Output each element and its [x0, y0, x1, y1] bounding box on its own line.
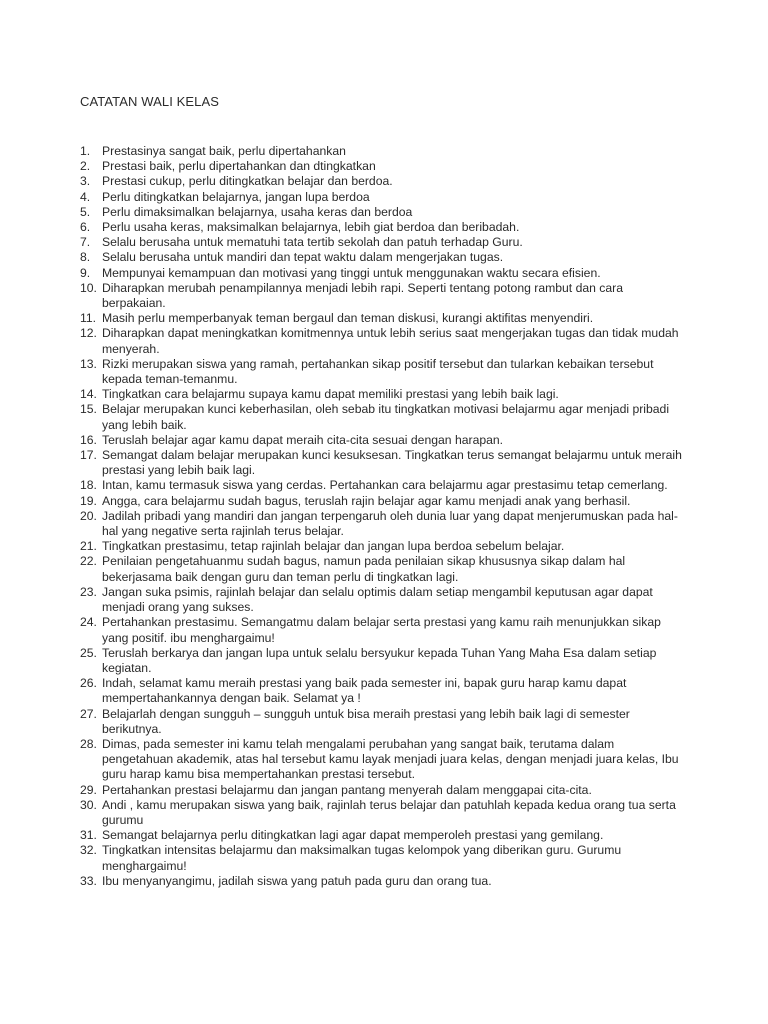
list-item-number: 16. — [80, 432, 97, 447]
list-item-number: 19. — [80, 493, 97, 508]
list-item — [80, 205, 684, 220]
list-item-text: Semangat dalam belajar merupakan kunci kesuksesan. Tingkatkan terus semangat belajarmu untuk meraih prestasi yang lebih baik lagi. — [102, 448, 682, 478]
list-item-text: Prestasi cukup, perlu ditingkatkan belajar dan berdoa. — [102, 174, 393, 189]
list-item-text: Pertahankan prestasi belajarmu dan jangan pantang menyerah dalam menggapai cita-cita. — [102, 782, 592, 797]
list-item — [80, 554, 684, 584]
list-item-text: Selalu berusaha untuk mematuhi tata tertib sekolah dan patuh terhadap Guru. — [102, 235, 523, 250]
list-item-text: Tingkatkan cara belajarmu supaya kamu dapat memiliki prestasi yang lebih baik lagi. — [102, 387, 559, 402]
list-item — [80, 798, 684, 828]
page-title: CATATAN WALI KELAS — [80, 94, 220, 109]
list-item-number: 33. — [80, 873, 97, 888]
list-item — [80, 433, 684, 448]
list-item — [80, 174, 684, 189]
list-item-number: 7. — [80, 235, 91, 250]
list-item — [80, 539, 684, 554]
notes-list — [80, 144, 684, 889]
list-item-number: 4. — [80, 189, 91, 204]
list-item-number: 30. — [80, 797, 97, 812]
list-item-text: Belajar merupakan kunci keberhasilan, oleh sebab itu tingkatkan motivasi belajarmu agar menjadi pribadi yang lebih baik. — [102, 402, 670, 432]
list-item — [80, 235, 684, 250]
list-item — [80, 737, 684, 783]
list-item-number: 3. — [80, 174, 91, 189]
list-item — [80, 220, 684, 235]
list-item-number: 32. — [80, 843, 97, 858]
list-item-text: Prestasinya sangat baik, perlu dipertahankan — [102, 144, 346, 158]
list-item-text: Perlu ditingkatkan belajarnya, jangan lupa berdoa — [102, 189, 370, 204]
list-item-number: 8. — [80, 250, 91, 265]
list-item-number: 25. — [80, 645, 97, 660]
list-item — [80, 448, 684, 478]
list-item-text: Jangan suka psimis, rajinlah belajar dan selalu optimis dalam setiap mengambil keputusan agar dapat menjadi orang yang sukses. — [102, 584, 653, 615]
list-item-number: 14. — [80, 387, 97, 402]
list-item-text: Prestasi baik, perlu dipertahankan dan dtingkatkan — [102, 159, 376, 174]
list-item-text: Tingkatkan prestasimu, tetap rajinlah belajar dan jangan lupa berdoa sebelum belajar. — [102, 539, 565, 554]
list-item — [80, 707, 684, 737]
list-item-number: 20. — [80, 508, 97, 523]
list-item — [80, 874, 684, 889]
list-item-number: 24. — [80, 615, 97, 630]
list-item-text: Belajarlah dengan sungguh – sungguh untuk bisa meraih prestasi yang lebih baik lagi di semester berikutnya. — [102, 706, 630, 736]
list-item-text: Pertahankan prestasimu. Semangatmu dalam belajar serta prestasi yang kamu raih menunjukkan sikap yang positif. ibu menghargaimu! — [102, 615, 661, 645]
list-item-number: 6. — [80, 220, 91, 235]
list-item — [80, 828, 684, 843]
list-item-text: Dimas, pada semester ini kamu telah mengalami perubahan yang sangat baik, terutama dalam pengetahuan akademik, atas hal tersebut kamu layak menjadi juara kelas, dengan menjadi juara kelas, Ibu guru harap kamu bisa mempertahankan prestasi tersebut. — [102, 736, 679, 782]
list-item-text: Masih perlu memperbanyak teman bergaul dan teman diskusi, kurangi aktifitas menyendiri. — [102, 311, 594, 326]
list-item — [80, 783, 684, 798]
list-item-text: Intan, kamu termasuk siswa yang cerdas. Pertahankan cara belajarmu agar prestasimu tetap cemerlang. — [102, 478, 668, 493]
list-item-number: 18. — [80, 478, 97, 493]
list-item — [80, 190, 684, 205]
list-item-text: Semangat belajarnya perlu ditingkatkan lagi agar dapat memperoleh prestasi yang gemilang. — [102, 828, 604, 843]
list-item-number: 27. — [80, 706, 97, 721]
list-item-text: Andi , kamu merupakan siswa yang baik, rajinlah terus belajar dan patuhlah kepada kedua orang tua serta gurumu — [102, 797, 676, 827]
list-item — [80, 646, 684, 676]
list-item-number: 31. — [80, 828, 97, 843]
list-item — [80, 387, 684, 402]
list-item-text: Diharapkan merubah penampilannya menjadi lebih rapi. Seperti tentang potong rambut dan cara berpakaian. — [102, 280, 624, 311]
list-item — [80, 266, 684, 281]
list-item-text: Angga, cara belajarmu sudah bagus, teruslah rajin belajar agar kamu menjadi anak yang berhasil. — [102, 493, 631, 508]
list-item-number: 22. — [80, 554, 97, 569]
list-item — [80, 311, 684, 326]
list-item-number: 13. — [80, 356, 97, 371]
list-item-text: Tingkatkan intensitas belajarmu dan maksimalkan tugas kelompok yang diberikan guru. Gurumu menghargaimu! — [102, 843, 622, 873]
list-item-text: Jadilah pribadi yang mandiri dan jangan terpengaruh oleh dunia luar yang dapat menjerumuskan pada hal-hal yang negative serta rajinlah terus belajar. — [102, 508, 678, 539]
list-item-number: 5. — [80, 204, 91, 219]
list-item — [80, 843, 684, 873]
list-item — [80, 509, 684, 539]
list-item-text: Teruslah berkarya dan jangan lupa untuk selalu bersyukur kepada Tuhan Yang Maha Esa dalam setiap kegiatan. — [102, 645, 657, 675]
list-item-number: 1. — [80, 144, 91, 158]
list-item — [80, 615, 684, 645]
list-item-text: Penilaian pengetahuanmu sudah bagus, namun pada penilaian sikap khususnya sikap dalam hal bekerjasama baik dengan guru dan teman perlu di tingkatkan lagi. — [102, 554, 626, 584]
list-item — [80, 585, 684, 615]
list-item-number: 28. — [80, 736, 97, 751]
list-item-number: 29. — [80, 782, 97, 797]
list-item-text: Diharapkan dapat meningkatkan komitmennya untuk lebih serius saat mengerjakan tugas dan tidak mudah menyerah. — [102, 326, 679, 356]
list-item-number: 23. — [80, 584, 97, 599]
list-item-text: Teruslah belajar agar kamu dapat meraih cita-cita sesuai dengan harapan. — [102, 432, 504, 447]
list-item — [80, 144, 684, 159]
list-item — [80, 357, 684, 387]
list-item — [80, 250, 684, 265]
list-item-text: Indah, selamat kamu meraih prestasi yang baik pada semester ini, bapak guru harap kamu dapat mempertahankannya dengan baik. Selamat ya ! — [102, 676, 627, 706]
list-item-number: 10. — [80, 280, 97, 295]
list-item — [80, 326, 684, 356]
list-item — [80, 281, 684, 311]
list-item-text: Mempunyai kemampuan dan motivasi yang tinggi untuk menggunakan waktu secara efisien. — [102, 265, 601, 280]
list-item-text: Perlu usaha keras, maksimalkan belajarnya, lebih giat berdoa dan beribadah. — [102, 220, 520, 235]
list-item-text: Ibu menyanyangimu, jadilah siswa yang patuh pada guru dan orang tua. — [102, 873, 492, 888]
list-item-number: 26. — [80, 676, 97, 691]
list-item-number: 17. — [80, 448, 97, 463]
list-item-number: 2. — [80, 159, 91, 174]
list-item — [80, 159, 684, 174]
list-item — [80, 478, 684, 493]
list-item-text: Perlu dimaksimalkan belajarnya, usaha keras dan berdoa — [102, 204, 413, 219]
list-item-text: Selalu berusaha untuk mandiri dan tepat waktu dalam mengerjakan tugas. — [102, 250, 504, 265]
list-item-number: 12. — [80, 326, 97, 341]
list-item — [80, 494, 684, 509]
list-item — [80, 676, 684, 706]
list-item-text: Rizki merupakan siswa yang ramah, pertahankan sikap positif tersebut dan tularkan kebaikan tersebut kepada teman-temanmu. — [102, 356, 654, 387]
list-item — [80, 402, 684, 432]
list-item-number: 9. — [80, 265, 91, 280]
list-item-number: 11. — [80, 311, 97, 326]
list-item-number: 15. — [80, 402, 97, 417]
list-item-number: 21. — [80, 539, 97, 554]
